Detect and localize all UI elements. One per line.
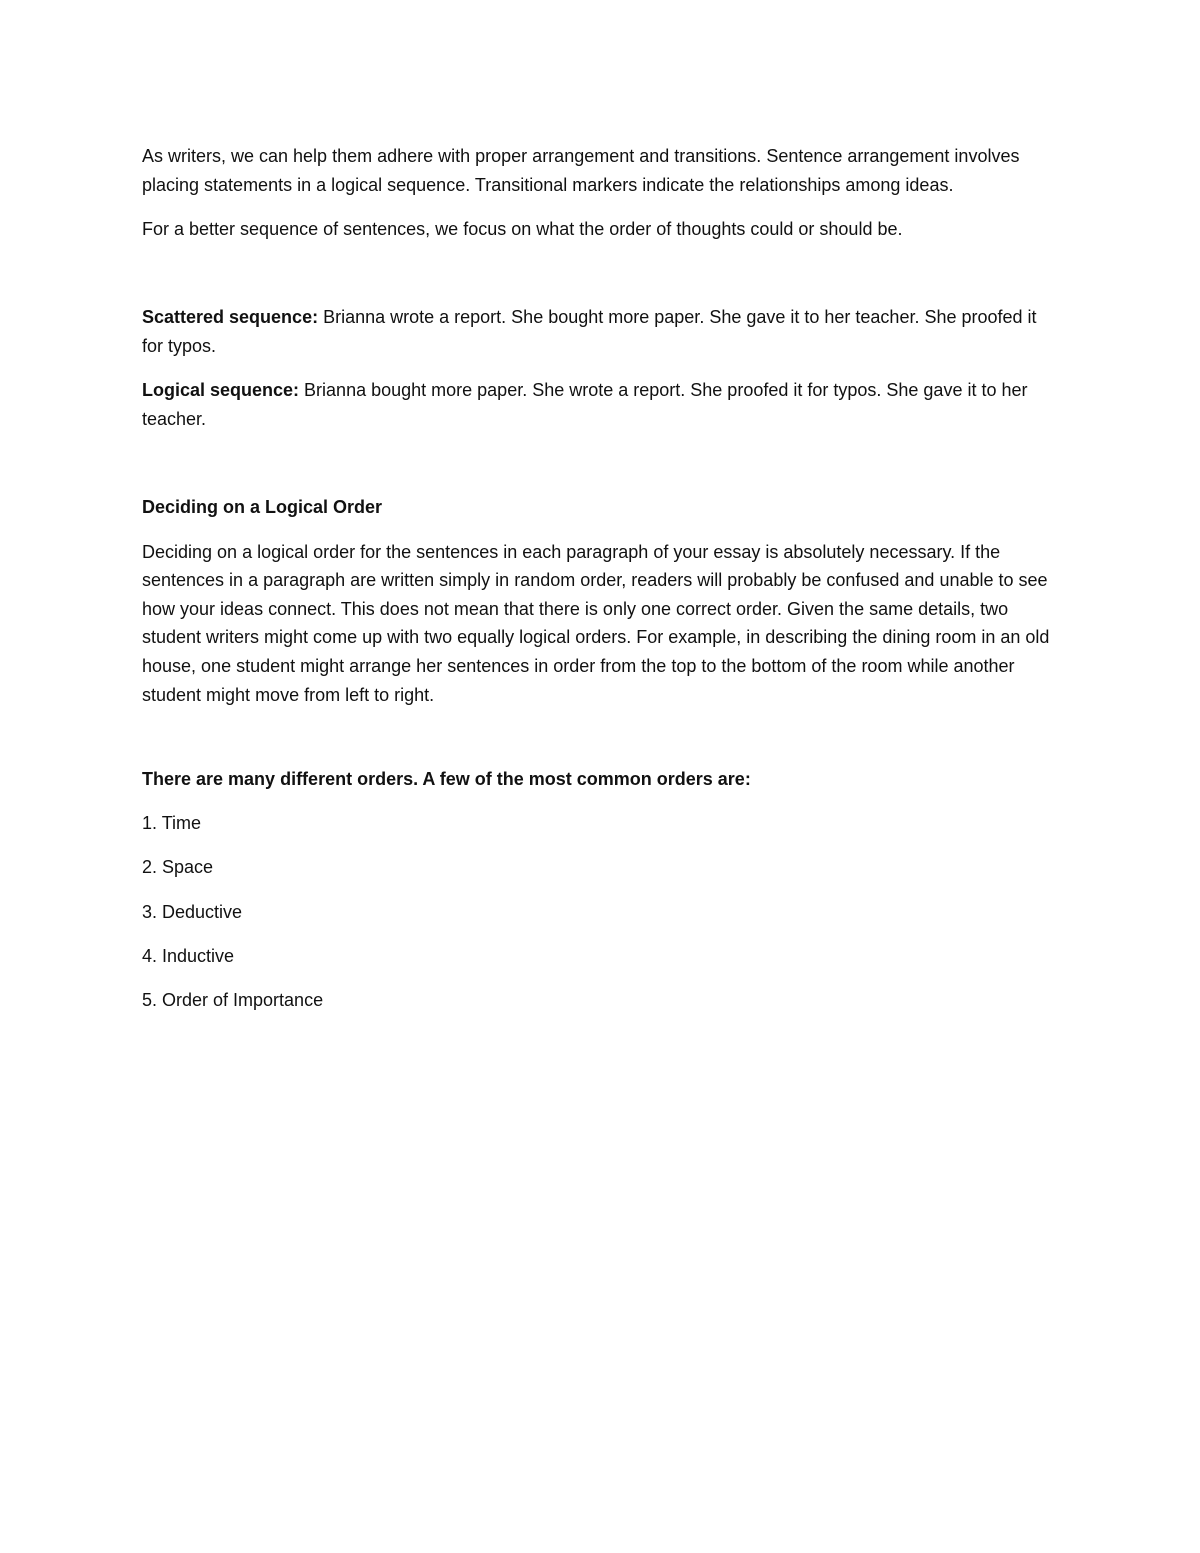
logical-sequence-label: Logical sequence: — [142, 380, 300, 401]
list-item: 2. Space — [142, 857, 214, 878]
section-body-paragraph: Deciding on a logical order for the sentences in each paragraph of your essay is absolutely necessary. If the sentences in a paragraph are written simply in random order, readers will probably be confused and unable to see how your ideas connect. This does not mean that there is only one correct order. Given the same details, two student writers might come up with two equally logical orders. For example, in describing the dining room in an old house, one student might arrange her sentences in order from the top to the bottom of the room while another student might move from left to right. — [142, 541, 1050, 705]
sequence-focus-paragraph: For a better sequence of sentences, we focus on what the order of thoughts could or should be. — [142, 218, 903, 239]
list-item: 3. Deductive — [142, 901, 243, 922]
list-item: 1. Time — [142, 813, 202, 834]
list-item: 5. Order of Importance — [142, 990, 324, 1011]
orders-heading: There are many different orders. A few of the most common orders are: — [142, 769, 751, 790]
scattered-sequence-example — [142, 303, 1054, 360]
orders-list — [142, 809, 1054, 1014]
document-body — [142, 142, 1054, 1015]
logical-sequence-text: Brianna bought more paper. She wrote a report. She proofed it for typos. She gave it to her teacher. — [142, 380, 1028, 429]
list-item: 4. Inductive — [142, 945, 235, 966]
section-heading: Deciding on a Logical Order — [142, 497, 383, 518]
intro-paragraph: As writers, we can help them adhere with proper arrangement and transitions. Sentence arrangement involves placing statements in a logical sequence. Transitional markers indicate the relationships among ideas. — [142, 146, 1020, 195]
scattered-sequence-text: Brianna wrote a report. She bought more paper. She gave it to her teacher. She proofed it for typos. — [142, 307, 1037, 356]
logical-sequence-example — [142, 376, 1054, 433]
scattered-sequence-label: Scattered sequence: — [142, 307, 319, 328]
